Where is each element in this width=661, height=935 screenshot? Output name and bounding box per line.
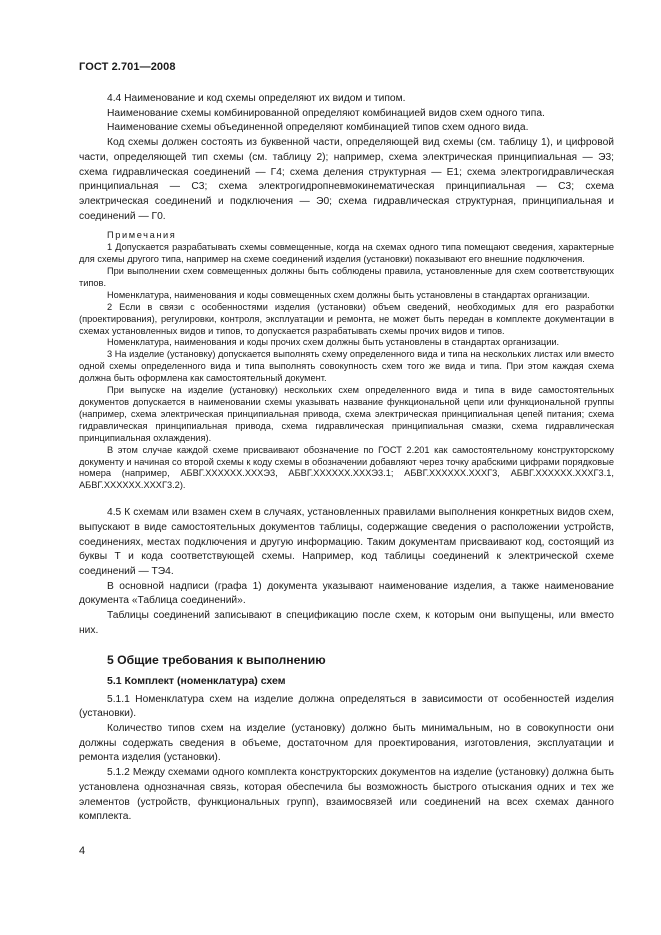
note-3: 3 На изделие (установку) допускается выполнять схему определенного вида и типа на нескольких листах или вместо одной схемы определенного вида и типа выполнять совокупность схем того же вида и типа. При этом каждая схема должна быть оформлена как самостоятельный документ. bbox=[79, 349, 614, 384]
clause-5-1-1: 5.1.1 Номенклатура схем на изделие должна определяться в зависимости от особенностей изделия (установки). bbox=[79, 693, 614, 720]
clause-4-5-block bbox=[79, 506, 614, 638]
clause-5-1-2: 5.1.2 Между схемами одного комплекта конструкторских документов на изделие (установку) должна быть установлена однозначная связь, которая обеспечила бы возможность быстрого отыскания одних и тех же элементов (устройств, функциональных групп), взаимосвязей или соединений на всех схемах данного комплекта. bbox=[79, 767, 614, 823]
subsection-5-1-title: 5.1 Комплект (номенклатура) схем bbox=[107, 674, 286, 687]
note-2: 2 Если в связи с особенностями изделия (установки) объем сведений, необходимых для его разработки (проектирования), регулировки, контроля, эксплуатации и ремонта, не может быть передан в комплекте документации в схемах установленных видов и типов, то допускается разрабатывать схемы прочих видов и типов. bbox=[79, 301, 614, 336]
note-3-designation: В этом случае каждой схеме присваивают обозначение по ГОСТ 2.201 как самостоятельному конструкторскому документу и начиная со второй схемы к коду схемы в обозначении добавляют через точку арабскими цифрами порядковые номера (например, АБВГ.XXXXXX.XXXЭ3, АБВГ.XXXXXX.XXXЭ3.1; АБВГ.XXXXXX.XXXГ3, АБВГ.XXXXXX.XXXГ3.1, АБВГ.XXXXXX.XXXГ3.2). bbox=[79, 444, 614, 491]
note-1-rules: При выполнении схем совмещенных должны быть соблюдены правила, установленные для схем соответствующих типов. bbox=[79, 266, 614, 288]
page-number: 4 bbox=[79, 845, 86, 857]
document-header-code: ГОСТ 2.701—2008 bbox=[79, 61, 176, 73]
paragraph-scheme-code: Код схемы должен состоять из буквенной части, определяющей вид схемы (см. таблицу 1), и цифровой части, определяющей тип схемы (см. таблицу 2); например, схема электрическая принципиальная — Э3; схема гидравлическая соединений — Г4; схема деления структурная — Е1; схема электрогидравлическая принципиальная — С3; схема электрогидропневмокинематическая принципиальная — С3; схема электрическая соединений и подключения — Э0; схема гидравлическая структурная, принципиальная и соединений — Г0. bbox=[79, 137, 614, 222]
notes-block bbox=[79, 230, 614, 492]
note-2-nomenclature: Номенклатура, наименования и коды прочих схем должны быть установлены в стандартах организации. bbox=[107, 337, 560, 348]
paragraph-united-schemes: Наименование схемы объединенной определяют комбинацией типов схем одного вида. bbox=[107, 122, 529, 134]
note-1: 1 Допускается разрабатывать схемы совмещенные, когда на схемах одного типа помещают сведения, характерные для схемы другого типа, например на схеме соединений изделия (установки) показывают его внешние подключения. bbox=[79, 242, 614, 265]
paragraph-combined-schemes: Наименование схемы комбинированной определяют комбинацией видов схем одного типа. bbox=[107, 107, 545, 119]
clause-4-5: 4.5 К схемам или взамен схем в случаях, установленных правилами выполнения конкретных видов схем, выпускают в виде самостоятельных документов таблицы, содержащие сведения о расположении устройств, соединениях, местах подключения и другую информацию. Таким документам присваивают код, состоящий из буквы Т и кода соответствующей схемы. Например, код таблицы соединений к электрической схеме соединений — ТЭ4. bbox=[79, 507, 614, 578]
note-1-nomenclature: Номенклатура, наименования и коды совмещенных схем должны быть установлены в стандартах организации. bbox=[107, 289, 590, 300]
document-body bbox=[79, 92, 614, 825]
paragraph-specification: Таблицы соединений записывают в спецификацию после схем, к которым они выпущены, или вместо них. bbox=[79, 610, 614, 636]
paragraph-title-block: В основной надписи (графа 1) документа указывают наименование изделия, а также наименование документа «Таблица соединений». bbox=[79, 580, 614, 607]
note-3-functional: При выпуске на изделие (установку) нескольких схем определенного вида и типа в виде самостоятельных документов допускается в наименовании схемы указывать название функциональной цепи или функциональной группы (например, схема электрическая принципиальная привода, схема электрическая принципиальная цепей питания; схема гидравлическая принципиальная привода, схема гидравлическая принципиальная смазки, схема гидравлическая принципиальная охлаждения). bbox=[79, 385, 614, 443]
section-5-title: 5 Общие требования к выполнению bbox=[107, 652, 326, 667]
notes-title: Примечания bbox=[107, 230, 177, 241]
clause-4-4: 4.4 Наименование и код схемы определяют их видом и типом. bbox=[107, 93, 406, 104]
paragraph-scheme-count: Количество типов схем на изделие (установку) должно быть минимальным, но в совокупности они должны содержать сведения в объеме, достаточном для проектирования, изготовления, эксплуатации и ремонта изделия (установки). bbox=[79, 723, 614, 764]
